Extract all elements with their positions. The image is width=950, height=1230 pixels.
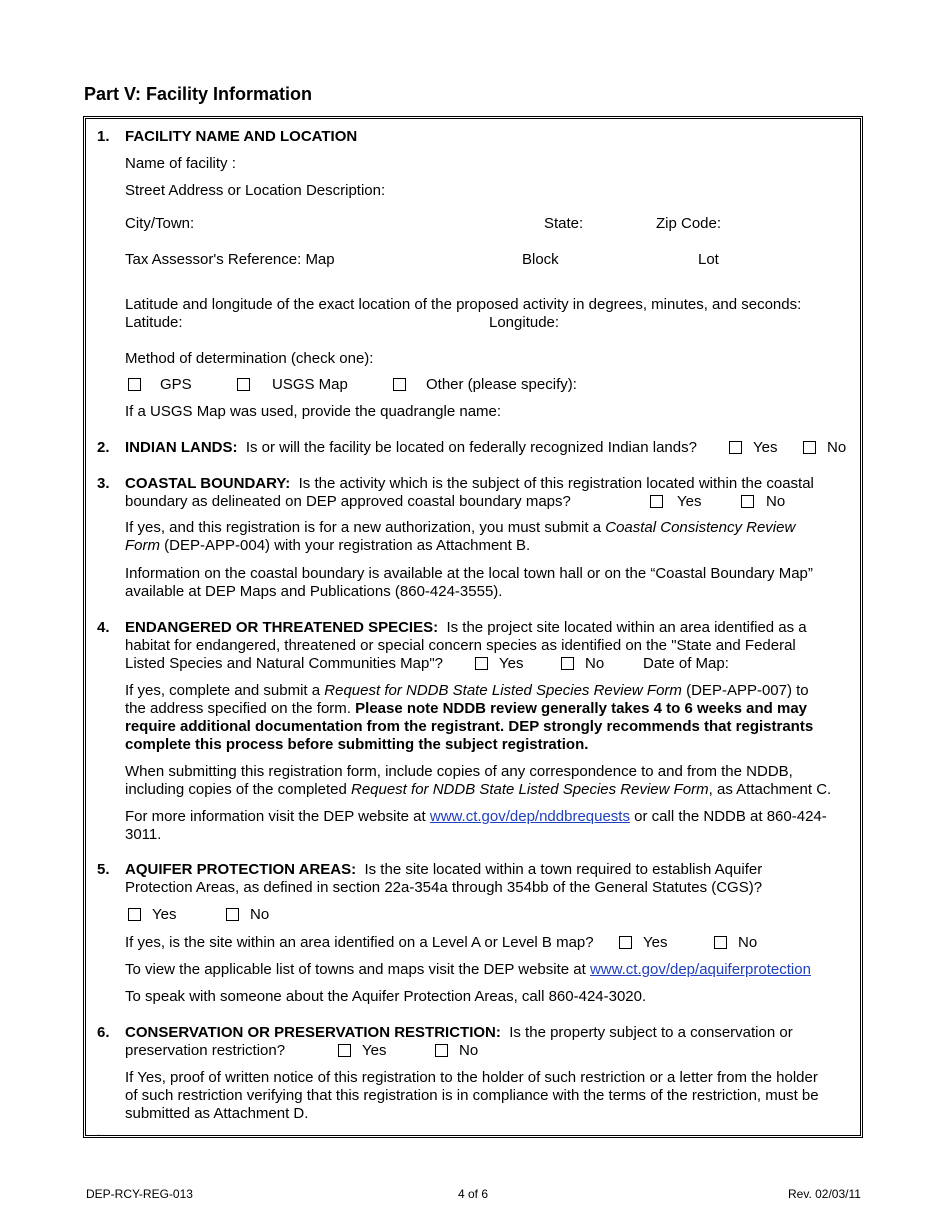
coastal-no-label: No bbox=[766, 493, 786, 510]
coastal-para1-text: If yes, and this registration is for a new authorization, you must submit a bbox=[125, 519, 602, 536]
level-map-no-label: No bbox=[738, 934, 758, 951]
indian-lands-question bbox=[125, 439, 697, 457]
aquifer-view-line bbox=[125, 961, 811, 979]
footer-revision: Rev. 02/03/11 bbox=[788, 1187, 861, 1201]
level-map-yes-label: Yes bbox=[643, 934, 668, 951]
gps-label: GPS bbox=[160, 376, 192, 393]
coastal-form-name-2: Form bbox=[125, 537, 160, 554]
block-label: Block bbox=[522, 251, 559, 268]
species-notice-bold-3: complete this process before submitting the subject registration. bbox=[125, 736, 589, 753]
section-number-4: 4. bbox=[97, 619, 110, 636]
nddb-requests-link[interactable]: www.ct.gov/dep/nddbrequests bbox=[429, 808, 630, 825]
coastal-form-name: Coastal Consistency Review bbox=[605, 519, 796, 536]
coastal-para1-line2 bbox=[125, 537, 530, 555]
coastal-para2-line2: available at DEP Maps and Publications (860-424-3555). bbox=[125, 583, 503, 600]
species-para1-l2-pre: the address specified on the form. bbox=[125, 700, 351, 717]
species-para3-pre: For more information visit the DEP website at bbox=[125, 808, 426, 825]
aquifer-view-text: To view the applicable list of towns and maps visit the DEP website at bbox=[125, 961, 586, 978]
indian-lands-text: Is or will the facility be located on federally recognized Indian lands? bbox=[245, 439, 697, 456]
section-number-3: 3. bbox=[97, 475, 110, 492]
conservation-no-checkbox[interactable] bbox=[435, 1044, 448, 1057]
coastal-no-checkbox[interactable] bbox=[741, 495, 754, 508]
coastal-question-line2: boundary as delineated on DEP approved coastal boundary maps? bbox=[125, 493, 571, 510]
conservation-para-line3: submitted as Attachment D. bbox=[125, 1105, 309, 1122]
species-para2-post: , as Attachment C. bbox=[708, 781, 832, 798]
species-notice-bold-2: require additional documentation from the registrant. DEP strongly recommends that registrants bbox=[125, 718, 814, 735]
species-yes-checkbox[interactable] bbox=[475, 657, 488, 670]
aquifer-no-label: No bbox=[250, 906, 270, 923]
footer-form-id: DEP-RCY-REG-013 bbox=[86, 1187, 193, 1201]
species-question-line3: Listed Species and Natural Communities Map"? bbox=[125, 655, 443, 672]
coastal-para1-text-2: (DEP-APP-004) with your registration as Attachment B. bbox=[164, 537, 531, 554]
species-para1-pre: If yes, complete and submit a bbox=[125, 682, 321, 699]
species-yes-label: Yes bbox=[499, 655, 524, 672]
indian-lands-heading: INDIAN LANDS: bbox=[125, 439, 238, 456]
species-no-checkbox[interactable] bbox=[561, 657, 574, 670]
coastal-para2-line1: Information on the coastal boundary is available at the local town hall or on the “Coastal Boundary Map” bbox=[125, 565, 813, 582]
species-question-line1 bbox=[125, 619, 807, 637]
aquifer-heading: AQUIFER PROTECTION AREAS: bbox=[125, 861, 357, 878]
conservation-no-label: No bbox=[459, 1042, 479, 1059]
aquifer-question-line1 bbox=[125, 861, 762, 879]
lot-label: Lot bbox=[698, 251, 719, 268]
level-map-yes-checkbox[interactable] bbox=[619, 936, 632, 949]
section-number-5: 5. bbox=[97, 861, 110, 878]
level-map-no-checkbox[interactable] bbox=[714, 936, 727, 949]
species-para3-line2: 3011. bbox=[125, 826, 162, 843]
species-question-line2: habitat for endangered, threatened or special concern species as identified on the "State and Federal bbox=[125, 637, 796, 654]
coastal-text-1: Is the activity which is the subject of this registration located within the coastal bbox=[298, 475, 814, 492]
species-notice-bold-1: Please note NDDB review generally takes 4 to 6 weeks and may bbox=[355, 700, 808, 717]
aquifer-question-line2: Protection Areas, as defined in section 22a-354a through 354bb of the General Statutes (CGS)? bbox=[125, 879, 763, 896]
species-no-label: No bbox=[585, 655, 605, 672]
aquifer-speak-line: To speak with someone about the Aquifer Protection Areas, call 860-424-3020. bbox=[125, 988, 647, 1005]
level-map-question: If yes, is the site within an area identified on a Level A or Level B map? bbox=[125, 934, 594, 951]
state-label: State: bbox=[544, 215, 584, 232]
other-method-label: Other (please specify): bbox=[426, 376, 577, 393]
aquifer-yes-checkbox[interactable] bbox=[128, 908, 141, 921]
date-of-map-label: Date of Map: bbox=[643, 655, 729, 672]
conservation-para-line1: If Yes, proof of written notice of this registration to the holder of such restriction or a letter from the holder bbox=[125, 1069, 818, 1086]
coastal-question-line1 bbox=[125, 475, 814, 493]
species-heading: ENDANGERED OR THREATENED SPECIES: bbox=[125, 619, 439, 636]
quadrangle-label: If a USGS Map was used, provide the quadrangle name: bbox=[125, 403, 502, 420]
zip-label: Zip Code: bbox=[656, 215, 722, 232]
section-number-6: 6. bbox=[97, 1024, 110, 1041]
conservation-yes-label: Yes bbox=[362, 1042, 387, 1059]
stray-dot: . bbox=[97, 1125, 101, 1139]
aquifer-protection-link[interactable]: www.ct.gov/dep/aquiferprotection bbox=[589, 961, 811, 978]
conservation-question-line1 bbox=[125, 1024, 793, 1042]
tax-map-label: Tax Assessor's Reference: Map bbox=[125, 251, 335, 268]
species-para1-post: (DEP-APP-007) to bbox=[686, 682, 809, 699]
street-address-label: Street Address or Location Description: bbox=[125, 182, 386, 199]
usgs-map-label: USGS Map bbox=[272, 376, 348, 393]
species-para1-line2 bbox=[125, 700, 807, 718]
species-para2-line2 bbox=[125, 781, 831, 799]
indian-lands-yes-checkbox[interactable] bbox=[729, 441, 742, 454]
facility-name-label: Name of facility : bbox=[125, 155, 236, 172]
species-para2-line1: When submitting this registration form, include copies of any correspondence to and from the NDDB, bbox=[125, 763, 793, 780]
gps-checkbox[interactable] bbox=[128, 378, 141, 391]
aquifer-yes-label: Yes bbox=[152, 906, 177, 923]
page-title: Part V: Facility Information bbox=[84, 84, 313, 104]
conservation-yes-checkbox[interactable] bbox=[338, 1044, 351, 1057]
conservation-para-line2: of such restriction verifying that this registration is in compliance with the terms of the restriction, must be bbox=[125, 1087, 819, 1104]
aquifer-text-1: Is the site located within a town required to establish Aquifer bbox=[364, 861, 763, 878]
method-label: Method of determination (check one): bbox=[125, 350, 374, 367]
indian-lands-no-checkbox[interactable] bbox=[803, 441, 816, 454]
coastal-heading: COASTAL BOUNDARY: bbox=[125, 475, 291, 492]
section-number-2: 2. bbox=[97, 439, 110, 456]
conservation-text-1: Is the property subject to a conservation or bbox=[509, 1024, 793, 1041]
coastal-para1-line1 bbox=[125, 519, 795, 537]
species-para3-line1 bbox=[125, 808, 827, 826]
species-para2-pre: including copies of the completed bbox=[125, 781, 347, 798]
latitude-label: Latitude: bbox=[125, 314, 183, 331]
longitude-label: Longitude: bbox=[489, 314, 560, 331]
latlong-intro: Latitude and longitude of the exact location of the proposed activity in degrees, minutes, and seconds: bbox=[125, 296, 802, 313]
nddb-form-name: Request for NDDB State Listed Species Review Form bbox=[324, 682, 682, 699]
nddb-form-name-2: Request for NDDB State Listed Species Review Form bbox=[350, 781, 709, 798]
species-para1-line1 bbox=[125, 682, 809, 700]
city-label: City/Town: bbox=[125, 215, 195, 232]
section-heading-facility: FACILITY NAME AND LOCATION bbox=[125, 128, 358, 145]
conservation-question-line2: preservation restriction? bbox=[125, 1042, 286, 1059]
indian-lands-yes-label: Yes bbox=[753, 439, 778, 456]
other-method-checkbox[interactable] bbox=[393, 378, 406, 391]
aquifer-no-checkbox[interactable] bbox=[226, 908, 239, 921]
coastal-yes-label: Yes bbox=[677, 493, 702, 510]
coastal-yes-checkbox[interactable] bbox=[650, 495, 663, 508]
indian-lands-no-label: No bbox=[827, 439, 847, 456]
usgs-map-checkbox[interactable] bbox=[237, 378, 250, 391]
species-text-1: Is the project site located within an area identified as a bbox=[446, 619, 807, 636]
species-para3-post: or call the NDDB at 860-424- bbox=[634, 808, 827, 825]
conservation-heading: CONSERVATION OR PRESERVATION RESTRICTION: bbox=[125, 1024, 501, 1041]
footer-page-number: 4 of 6 bbox=[458, 1187, 489, 1201]
section-number-1: 1. bbox=[97, 128, 110, 145]
